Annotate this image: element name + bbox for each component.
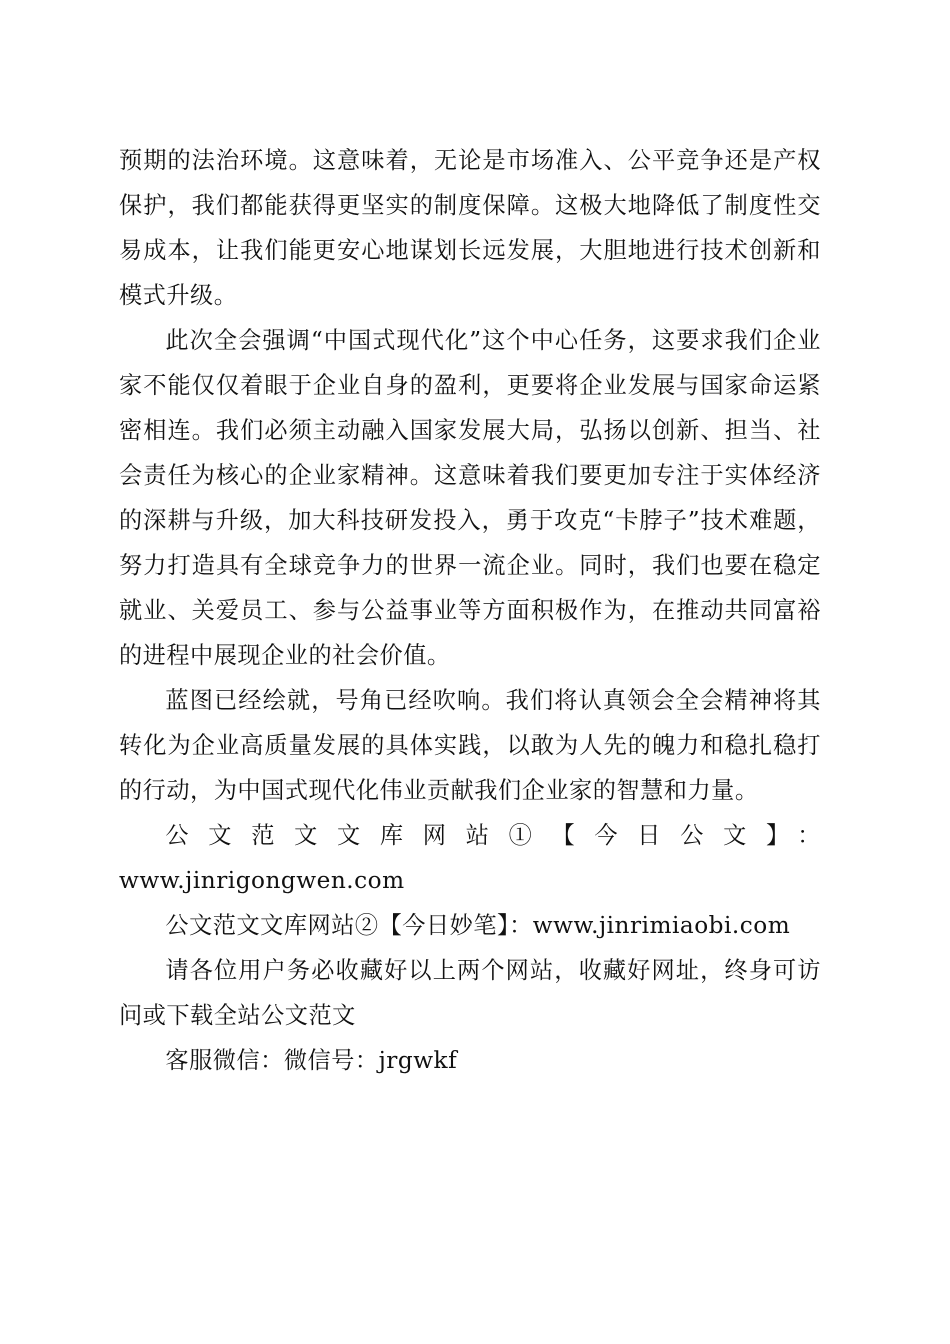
footer-service-wechat: 客服微信：微信号：jrgwkf <box>165 1047 458 1074</box>
document-body <box>119 138 821 1083</box>
footer-site1-line: 公文范文文库网站①【今日公文】： <box>165 822 821 849</box>
paragraph-modernization: 此次全会强调“中国式现代化”这个中心任务，这要求我们企业家不能仅仅着眼于企业自身的盈利，更要将企业发展与国家命运紧密相连。我们必须主动融入国家发展大局，弘扬以创新、担当、社会责任为核心的企业家精神。这意味着我们要更加专注于实体经济的深耕与升级，加大科技研发投入，勇于攻克“卡脖子”技术难题，努力打造具有全球竞争力的世界一流企业。同时，我们也要在稳定就业、关爱员工、参与公益事业等方面积极作为，在推动共同富裕的进程中展现企业的社会价值。 <box>119 327 821 669</box>
paragraph-blueprint: 蓝图已经绘就，号角已经吹响。我们将认真领会全会精神将其转化为企业高质量发展的具体实践，以敢为人先的魄力和稳扎稳打的行动，为中国式现代化伟业贡献我们企业家的智慧和力量。 <box>119 687 821 804</box>
footer-notice: 请各位用户务必收藏好以上两个网站，收藏好网址，终身可访问或下载全站公文范文 <box>119 957 821 1029</box>
paragraph-rule-of-law: 预期的法治环境。这意味着，无论是市场准入、公平竞争还是产权保护，我们都能获得更坚实的制度保障。这极大地降低了制度性交易成本，让我们能更安心地谋划长远发展，大胆地进行技术创新和模式升级。 <box>119 147 821 309</box>
footer-site2-line: 公文范文文库网站②【今日妙笔】：www.jinrimiaobi.com <box>165 912 791 939</box>
footer-site1-url: www.jinrigongwen.com <box>119 867 405 894</box>
